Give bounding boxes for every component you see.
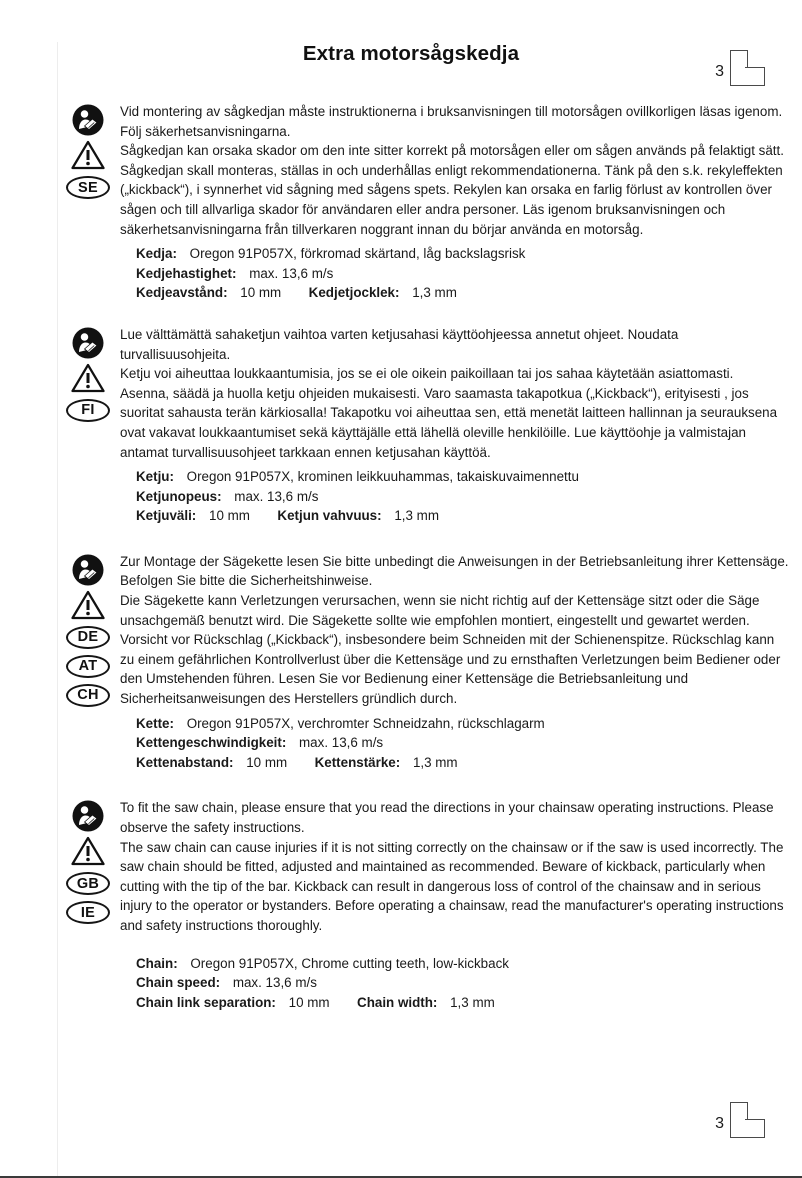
spec-value: 10 mm (288, 994, 330, 1010)
read-manual-icon (72, 104, 104, 136)
document-page (0, 42, 802, 1178)
spec-label-2: Kedjetjocklek: (308, 285, 400, 301)
warning-triangle-icon (71, 590, 105, 620)
l-shape-corner-icon (730, 50, 764, 84)
spec-value: Oregon 91P057X, verchromter Schneidzahn, rückschlagarm (186, 715, 545, 731)
spec-row (136, 753, 790, 773)
paragraph-fi-2: Ketju voi aiheuttaa loukkaantumisia, jos se ei ole oikein paikoillaan tai jos sahaa käytetään asiattomasti. Asenna, säädä ja huolla ketju ohjeiden mukaisesti. Varo saamasta takapotkua („Kickback“), erityisesti , jos suoritat sahausta terän kärkiosalla! Takapotku voi aiheuttaa sen, että menetät laitteen hallinnan ja seurauksena ovat vakavat loukkaantumiset sekä käyttäjälle että lähellä oleville henkilöille. Lue käyttöohje ja valmistajan antamat turvallisuusohjeet tarkkaan ennen ketjusahan käyttöä. (120, 366, 778, 460)
spec-value: 10 mm (240, 285, 282, 301)
specs-se (120, 244, 790, 303)
spec-label: Kedja: (136, 246, 177, 262)
spec-label: Kettenabstand: (136, 754, 234, 770)
spec-value: 10 mm (246, 754, 288, 770)
country-badge-se: SE (66, 176, 110, 199)
spec-value-2: 1,3 mm (412, 754, 458, 770)
page-guide-line-left (57, 42, 58, 1178)
icon-column-gb (62, 800, 114, 924)
country-badge-at: AT (66, 655, 110, 678)
specs-fi (120, 467, 790, 526)
spec-row (136, 954, 790, 974)
spec-label: Kettengeschwindigkeit: (136, 735, 287, 751)
page-title: Extra motorsågskedja (302, 42, 520, 65)
icon-column-se (62, 104, 114, 199)
spec-value: Oregon 91P057X, krominen leikkuuhammas, takaiskuvaimennettu (186, 469, 579, 485)
spec-label-2: Kettenstärke: (314, 754, 401, 770)
paragraph-se-2: Sågkedjan kan orsaka skador om den inte sitter korrekt på motorsågen eller om sågen används på felaktigt sätt. Sågkedjan skall monteras, ställas in och underhållas enligt rekommendationerna. Tänk på den s.k. rekyleffekten („kickback“), i synnerhet vid sågning med sågens spets. Rekylen kan orsaka en farlig förlust av kontrollen över sågen och till allvarliga skador för användaren eller andra personer. Läs igenom bruksanvisningen och säkerhetsanvisningarna från tillverkaren noggrant innan du börjar använda en motorsåg. (120, 143, 784, 237)
specs-gb (120, 954, 790, 1013)
paragraph-gb-1: To fit the saw chain, please ensure that you read the directions in your chainsaw operating instructions. Please observe the safety instructions. (120, 800, 774, 835)
spec-value: max. 13,6 m/s (249, 265, 334, 281)
language-block-fi (62, 325, 802, 526)
page-number-top: 3 (715, 63, 724, 80)
spec-value: max. 13,6 m/s (232, 975, 317, 991)
spec-label: Chain link separation: (136, 994, 276, 1010)
page-header (0, 42, 802, 94)
spec-value-2: 1,3 mm (412, 285, 457, 301)
spec-label: Kette: (136, 715, 174, 731)
spec-row (136, 733, 790, 753)
read-manual-icon (72, 554, 104, 586)
spec-row (136, 487, 790, 507)
spec-label: Ketjuväli: (136, 508, 197, 524)
country-badge-fi: FI (66, 399, 110, 422)
paragraph-se-1: Vid montering av sågkedjan måste instruktionerna i bruksanvisningen till motorsågen ovillkorligen läsas igenom. Följ säkerhetsanvisningarna. (120, 104, 783, 139)
spec-row (136, 973, 790, 993)
spec-value-2: 1,3 mm (450, 994, 495, 1010)
spec-row (136, 993, 790, 1013)
country-badge-ie: IE (66, 901, 110, 924)
read-manual-icon (72, 800, 104, 832)
corner-mark-top (715, 50, 764, 84)
spec-label-2: Ketjun vahvuus: (277, 508, 382, 524)
spec-label: Kedjehastighet: (136, 265, 237, 281)
spec-row (136, 264, 790, 284)
paragraph-de-2: Die Sägekette kann Verletzungen verursachen, wenn sie nicht richtig auf der Kettensäge sitzt oder die Säge unsachgemäß benutzt wird. Die Sägekette sollte wie empfohlen montiert, eingestellt und gewartet werden. Vorsicht vor Rückschlag („Kickback“), insbesondere beim Schneiden mit der Schienenspitze. Rückschlag kann zu einem gefährlichen Kontrollverlust über die Kettensäge und zu ernsthaften Verletzungen beim Bediener oder den Umstehenden führen. Lesen Sie vor Bedienung einer Kettensäge die Betriebsanleitung und Sicherheitsanweisungen des Herstellers gründlich durch. (120, 593, 781, 707)
spec-row (136, 506, 790, 526)
country-badge-ch: CH (66, 684, 110, 707)
warning-triangle-icon (71, 836, 105, 866)
icon-column-fi (62, 327, 114, 422)
language-block-gb (62, 798, 802, 1012)
paragraph-gb-2: The saw chain can cause injuries if it is not sitting correctly on the chainsaw or if the saw is used incorrectly. The saw chain should be fitted, adjusted and maintained as recommended. Beware of kickback, particularly when cutting with the tip of the bar. Kickback can result in dangerous loss of control of the chainsaw and in serious injury to the operator or bystanders. Before operating a chainsaw, read the manufacturer's operating instructions and safety instructions thoroughly. (120, 839, 784, 933)
paragraph-fi-1: Lue välttämättä sahaketjun vaihtoa varten ketjusahasi käyttöohjeessa annetut ohjeet. Noudata turvallisuusohjeita. (120, 326, 679, 362)
spec-row (136, 714, 790, 734)
page-number-bottom: 3 (715, 1115, 724, 1132)
spec-label: Chain speed: (136, 975, 221, 991)
spec-value: Oregon 91P057X, Chrome cutting teeth, low-kickback (190, 955, 509, 971)
spec-label: Ketju: (136, 469, 174, 485)
country-badge-de: DE (66, 626, 110, 649)
specs-de (120, 714, 790, 773)
language-block-de (62, 552, 802, 773)
warning-triangle-icon (71, 363, 105, 393)
spec-row (136, 283, 790, 303)
spec-row (136, 467, 790, 487)
spec-label: Chain: (136, 955, 178, 971)
icon-column-de (62, 554, 114, 707)
country-badge-gb: GB (66, 872, 110, 895)
spec-value: Oregon 91P057X, förkromad skärtand, låg backslagsrisk (189, 246, 526, 262)
paragraph-de-1: Zur Montage der Sägekette lesen Sie bitte unbedingt die Anweisungen in der Betriebsanleitung ihrer Kettensäge. Befolgen Sie bitte die Sicherheitshinweise. (120, 553, 789, 589)
spec-label: Kedjeavstånd: (136, 285, 228, 301)
spec-value: max. 13,6 m/s (234, 488, 319, 504)
spec-value-2: 1,3 mm (394, 508, 439, 524)
spec-value: 10 mm (209, 508, 250, 524)
spec-label: Ketjunopeus: (136, 488, 222, 504)
language-block-se (62, 102, 802, 303)
warning-triangle-icon (71, 140, 105, 170)
l-shape-corner-icon (730, 1102, 764, 1136)
spec-row (136, 244, 790, 264)
spec-value: max. 13,6 m/s (299, 735, 384, 751)
spec-label-2: Chain width: (357, 994, 438, 1010)
corner-mark-bottom (715, 1102, 764, 1136)
read-manual-icon (72, 327, 104, 359)
